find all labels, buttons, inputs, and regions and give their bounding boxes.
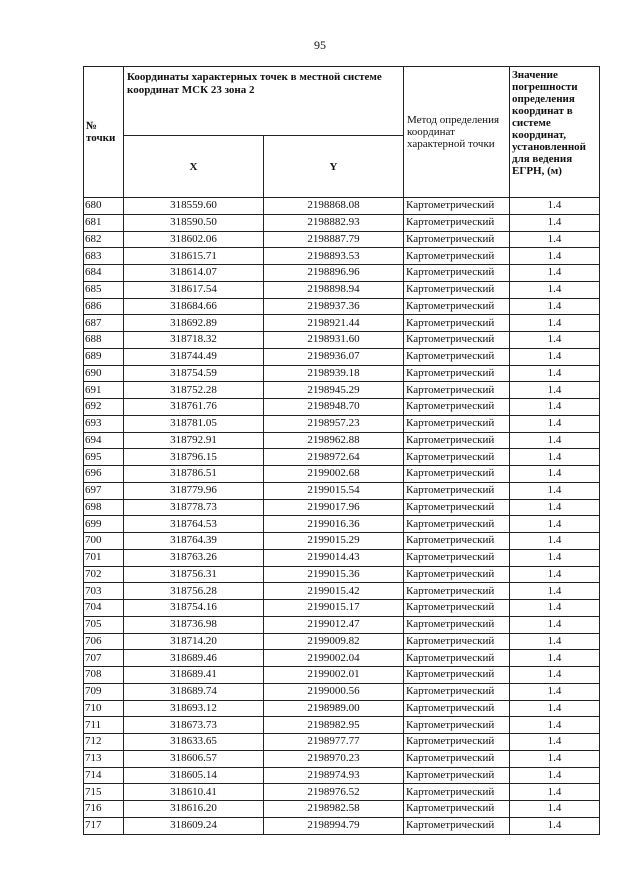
method-cell: Картометрический — [404, 683, 510, 700]
point-number-cell: 706 — [84, 633, 124, 650]
error-value-cell: 1.4 — [510, 198, 600, 215]
point-number-cell: 688 — [84, 332, 124, 349]
error-value-cell: 1.4 — [510, 683, 600, 700]
table-row — [84, 248, 600, 265]
y-coordinate-cell: 2198974.93 — [264, 767, 404, 784]
table-row — [84, 700, 600, 717]
x-coordinate-cell: 318754.59 — [124, 365, 264, 382]
header-error: Значение погрешности определения координат в системе координат, установленной для ведения ЕГРН, (м) — [510, 67, 600, 198]
x-coordinate-cell: 318744.49 — [124, 348, 264, 365]
table-row — [84, 549, 600, 566]
error-value-cell: 1.4 — [510, 315, 600, 332]
point-number-cell: 698 — [84, 499, 124, 516]
method-cell: Картометрический — [404, 248, 510, 265]
table-row — [84, 667, 600, 684]
method-cell: Картометрический — [404, 750, 510, 767]
point-number-cell: 714 — [84, 767, 124, 784]
point-number-cell: 681 — [84, 214, 124, 231]
point-number-cell: 680 — [84, 198, 124, 215]
y-coordinate-cell: 2198977.77 — [264, 734, 404, 751]
x-coordinate-cell: 318610.41 — [124, 784, 264, 801]
method-cell: Картометрический — [404, 198, 510, 215]
method-cell: Картометрический — [404, 616, 510, 633]
method-cell: Картометрический — [404, 650, 510, 667]
method-cell: Картометрический — [404, 717, 510, 734]
method-cell: Картометрический — [404, 633, 510, 650]
point-number-cell: 709 — [84, 683, 124, 700]
table-header — [84, 67, 600, 198]
method-cell: Картометрический — [404, 365, 510, 382]
method-cell: Картометрический — [404, 315, 510, 332]
x-coordinate-cell: 318752.28 — [124, 382, 264, 399]
method-cell: Картометрический — [404, 265, 510, 282]
x-coordinate-cell: 318590.50 — [124, 214, 264, 231]
method-cell: Картометрический — [404, 600, 510, 617]
point-number-cell: 695 — [84, 449, 124, 466]
y-coordinate-cell: 2198939.18 — [264, 365, 404, 382]
table-row — [84, 415, 600, 432]
point-number-cell: 697 — [84, 482, 124, 499]
table-row — [84, 399, 600, 416]
y-coordinate-cell: 2199015.29 — [264, 533, 404, 550]
table-row — [84, 449, 600, 466]
method-cell: Картометрический — [404, 214, 510, 231]
table-row — [84, 650, 600, 667]
header-y: Y — [264, 136, 404, 198]
y-coordinate-cell: 2199012.47 — [264, 616, 404, 633]
method-cell: Картометрический — [404, 348, 510, 365]
error-value-cell: 1.4 — [510, 265, 600, 282]
y-coordinate-cell: 2199009.82 — [264, 633, 404, 650]
method-cell: Картометрический — [404, 667, 510, 684]
x-coordinate-cell: 318779.96 — [124, 482, 264, 499]
method-cell: Картометрический — [404, 231, 510, 248]
y-coordinate-cell: 2198970.23 — [264, 750, 404, 767]
table-row — [84, 231, 600, 248]
point-number-cell: 699 — [84, 516, 124, 533]
table-row — [84, 315, 600, 332]
y-coordinate-cell: 2198868.08 — [264, 198, 404, 215]
method-cell: Картометрический — [404, 499, 510, 516]
x-coordinate-cell: 318781.05 — [124, 415, 264, 432]
point-number-cell: 703 — [84, 583, 124, 600]
x-coordinate-cell: 318786.51 — [124, 466, 264, 483]
error-value-cell: 1.4 — [510, 298, 600, 315]
method-cell: Картометрический — [404, 817, 510, 834]
table-row — [84, 365, 600, 382]
error-value-cell: 1.4 — [510, 214, 600, 231]
error-value-cell: 1.4 — [510, 650, 600, 667]
error-value-cell: 1.4 — [510, 767, 600, 784]
error-value-cell: 1.4 — [510, 332, 600, 349]
x-coordinate-cell: 318714.20 — [124, 633, 264, 650]
y-coordinate-cell: 2198887.79 — [264, 231, 404, 248]
point-number-cell: 686 — [84, 298, 124, 315]
method-cell: Картометрический — [404, 466, 510, 483]
method-cell: Картометрический — [404, 734, 510, 751]
y-coordinate-cell: 2198962.88 — [264, 432, 404, 449]
table-row — [84, 633, 600, 650]
y-coordinate-cell: 2198893.53 — [264, 248, 404, 265]
point-number-cell: 694 — [84, 432, 124, 449]
error-value-cell: 1.4 — [510, 549, 600, 566]
method-cell: Картометрический — [404, 281, 510, 298]
table-row — [84, 516, 600, 533]
point-number-cell: 711 — [84, 717, 124, 734]
x-coordinate-cell: 318754.16 — [124, 600, 264, 617]
point-number-cell: 692 — [84, 399, 124, 416]
point-number-cell: 712 — [84, 734, 124, 751]
y-coordinate-cell: 2198936.07 — [264, 348, 404, 365]
y-coordinate-cell: 2198989.00 — [264, 700, 404, 717]
y-coordinate-cell: 2198982.58 — [264, 801, 404, 818]
x-coordinate-cell: 318689.74 — [124, 683, 264, 700]
table-row — [84, 717, 600, 734]
point-number-cell: 708 — [84, 667, 124, 684]
x-coordinate-cell: 318633.65 — [124, 734, 264, 751]
table-row — [84, 533, 600, 550]
y-coordinate-cell: 2198957.23 — [264, 415, 404, 432]
x-coordinate-cell: 318764.53 — [124, 516, 264, 533]
table-row — [84, 382, 600, 399]
x-coordinate-cell: 318764.39 — [124, 533, 264, 550]
point-number-cell: 716 — [84, 801, 124, 818]
error-value-cell: 1.4 — [510, 466, 600, 483]
y-coordinate-cell: 2199017.96 — [264, 499, 404, 516]
error-value-cell: 1.4 — [510, 600, 600, 617]
error-value-cell: 1.4 — [510, 449, 600, 466]
y-coordinate-cell: 2198882.93 — [264, 214, 404, 231]
table-row — [84, 600, 600, 617]
point-number-cell: 713 — [84, 750, 124, 767]
x-coordinate-cell: 318736.98 — [124, 616, 264, 633]
error-value-cell: 1.4 — [510, 415, 600, 432]
table-row — [84, 817, 600, 834]
error-value-cell: 1.4 — [510, 499, 600, 516]
point-number-cell: 693 — [84, 415, 124, 432]
error-value-cell: 1.4 — [510, 616, 600, 633]
point-number-cell: 717 — [84, 817, 124, 834]
x-coordinate-cell: 318763.26 — [124, 549, 264, 566]
error-value-cell: 1.4 — [510, 700, 600, 717]
method-cell: Картометрический — [404, 399, 510, 416]
method-cell: Картометрический — [404, 767, 510, 784]
method-cell: Картометрический — [404, 801, 510, 818]
x-coordinate-cell: 318616.20 — [124, 801, 264, 818]
header-coordinates: Координаты характерных точек в местной системе координат МСК 23 зона 2 — [124, 67, 404, 136]
point-number-cell: 690 — [84, 365, 124, 382]
x-coordinate-cell: 318792.91 — [124, 432, 264, 449]
method-cell: Картометрический — [404, 482, 510, 499]
y-coordinate-cell: 2198937.36 — [264, 298, 404, 315]
table-row — [84, 265, 600, 282]
error-value-cell: 1.4 — [510, 382, 600, 399]
x-coordinate-cell: 318615.71 — [124, 248, 264, 265]
x-coordinate-cell: 318689.46 — [124, 650, 264, 667]
error-value-cell: 1.4 — [510, 248, 600, 265]
y-coordinate-cell: 2199002.01 — [264, 667, 404, 684]
y-coordinate-cell: 2198948.70 — [264, 399, 404, 416]
error-value-cell: 1.4 — [510, 583, 600, 600]
y-coordinate-cell: 2198982.95 — [264, 717, 404, 734]
x-coordinate-cell: 318718.32 — [124, 332, 264, 349]
table-row — [84, 801, 600, 818]
error-value-cell: 1.4 — [510, 817, 600, 834]
header-method: Метод определения координат характерной точки — [404, 67, 510, 198]
error-value-cell: 1.4 — [510, 533, 600, 550]
y-coordinate-cell: 2199002.68 — [264, 466, 404, 483]
x-coordinate-cell: 318602.06 — [124, 231, 264, 248]
method-cell: Картометрический — [404, 566, 510, 583]
error-value-cell: 1.4 — [510, 717, 600, 734]
method-cell: Картометрический — [404, 784, 510, 801]
table-row — [84, 784, 600, 801]
point-number-cell: 707 — [84, 650, 124, 667]
point-number-cell: 710 — [84, 700, 124, 717]
y-coordinate-cell: 2199015.42 — [264, 583, 404, 600]
x-coordinate-cell: 318605.14 — [124, 767, 264, 784]
table-row — [84, 750, 600, 767]
y-coordinate-cell: 2199015.54 — [264, 482, 404, 499]
table-row — [84, 499, 600, 516]
x-coordinate-cell: 318617.54 — [124, 281, 264, 298]
x-coordinate-cell: 318684.66 — [124, 298, 264, 315]
error-value-cell: 1.4 — [510, 432, 600, 449]
y-coordinate-cell: 2198972.64 — [264, 449, 404, 466]
table-row — [84, 566, 600, 583]
point-number-cell: 689 — [84, 348, 124, 365]
table-row — [84, 583, 600, 600]
point-number-cell: 715 — [84, 784, 124, 801]
error-value-cell: 1.4 — [510, 633, 600, 650]
error-value-cell: 1.4 — [510, 482, 600, 499]
x-coordinate-cell: 318673.73 — [124, 717, 264, 734]
x-coordinate-cell: 318559.60 — [124, 198, 264, 215]
point-number-cell: 682 — [84, 231, 124, 248]
table-row — [84, 332, 600, 349]
table-row — [84, 734, 600, 751]
header-x: X — [124, 136, 264, 198]
y-coordinate-cell: 2198921.44 — [264, 315, 404, 332]
x-coordinate-cell: 318614.07 — [124, 265, 264, 282]
method-cell: Картометрический — [404, 516, 510, 533]
y-coordinate-cell: 2199000.56 — [264, 683, 404, 700]
error-value-cell: 1.4 — [510, 516, 600, 533]
table-row — [84, 348, 600, 365]
error-value-cell: 1.4 — [510, 566, 600, 583]
point-number-cell: 702 — [84, 566, 124, 583]
table-row — [84, 466, 600, 483]
page-number: 95 — [314, 38, 326, 52]
point-number-cell: 705 — [84, 616, 124, 633]
x-coordinate-cell: 318756.28 — [124, 583, 264, 600]
table-row — [84, 432, 600, 449]
table-row — [84, 298, 600, 315]
table-row — [84, 616, 600, 633]
method-cell: Картометрический — [404, 549, 510, 566]
y-coordinate-cell: 2198945.29 — [264, 382, 404, 399]
table-body — [84, 198, 600, 835]
y-coordinate-cell: 2199015.36 — [264, 566, 404, 583]
error-value-cell: 1.4 — [510, 399, 600, 416]
x-coordinate-cell: 318692.89 — [124, 315, 264, 332]
x-coordinate-cell: 318756.31 — [124, 566, 264, 583]
header-point-number: № точки — [84, 67, 124, 198]
method-cell: Картометрический — [404, 298, 510, 315]
method-cell: Картометрический — [404, 583, 510, 600]
x-coordinate-cell: 318606.57 — [124, 750, 264, 767]
table-row — [84, 198, 600, 215]
y-coordinate-cell: 2198976.52 — [264, 784, 404, 801]
method-cell: Картометрический — [404, 533, 510, 550]
point-number-cell: 683 — [84, 248, 124, 265]
point-number-cell: 684 — [84, 265, 124, 282]
y-coordinate-cell: 2198931.60 — [264, 332, 404, 349]
x-coordinate-cell: 318761.76 — [124, 399, 264, 416]
y-coordinate-cell: 2198898.94 — [264, 281, 404, 298]
error-value-cell: 1.4 — [510, 667, 600, 684]
table-row — [84, 683, 600, 700]
table-row — [84, 214, 600, 231]
y-coordinate-cell: 2199016.36 — [264, 516, 404, 533]
point-number-cell: 704 — [84, 600, 124, 617]
error-value-cell: 1.4 — [510, 784, 600, 801]
error-value-cell: 1.4 — [510, 348, 600, 365]
error-value-cell: 1.4 — [510, 365, 600, 382]
error-value-cell: 1.4 — [510, 801, 600, 818]
error-value-cell: 1.4 — [510, 750, 600, 767]
method-cell: Картометрический — [404, 432, 510, 449]
error-value-cell: 1.4 — [510, 231, 600, 248]
x-coordinate-cell: 318796.15 — [124, 449, 264, 466]
error-value-cell: 1.4 — [510, 734, 600, 751]
table-row — [84, 281, 600, 298]
table-row — [84, 482, 600, 499]
x-coordinate-cell: 318609.24 — [124, 817, 264, 834]
x-coordinate-cell: 318689.41 — [124, 667, 264, 684]
point-number-cell: 685 — [84, 281, 124, 298]
table-row — [84, 767, 600, 784]
point-number-cell: 691 — [84, 382, 124, 399]
method-cell: Картометрический — [404, 700, 510, 717]
point-number-cell: 687 — [84, 315, 124, 332]
point-number-cell: 701 — [84, 549, 124, 566]
y-coordinate-cell: 2198896.96 — [264, 265, 404, 282]
method-cell: Картометрический — [404, 332, 510, 349]
y-coordinate-cell: 2198994.79 — [264, 817, 404, 834]
coordinates-table — [83, 66, 600, 835]
method-cell: Картометрический — [404, 382, 510, 399]
y-coordinate-cell: 2199014.43 — [264, 549, 404, 566]
method-cell: Картометрический — [404, 415, 510, 432]
x-coordinate-cell: 318693.12 — [124, 700, 264, 717]
point-number-cell: 696 — [84, 466, 124, 483]
method-cell: Картометрический — [404, 449, 510, 466]
y-coordinate-cell: 2199015.17 — [264, 600, 404, 617]
error-value-cell: 1.4 — [510, 281, 600, 298]
point-number-cell: 700 — [84, 533, 124, 550]
x-coordinate-cell: 318778.73 — [124, 499, 264, 516]
y-coordinate-cell: 2199002.04 — [264, 650, 404, 667]
